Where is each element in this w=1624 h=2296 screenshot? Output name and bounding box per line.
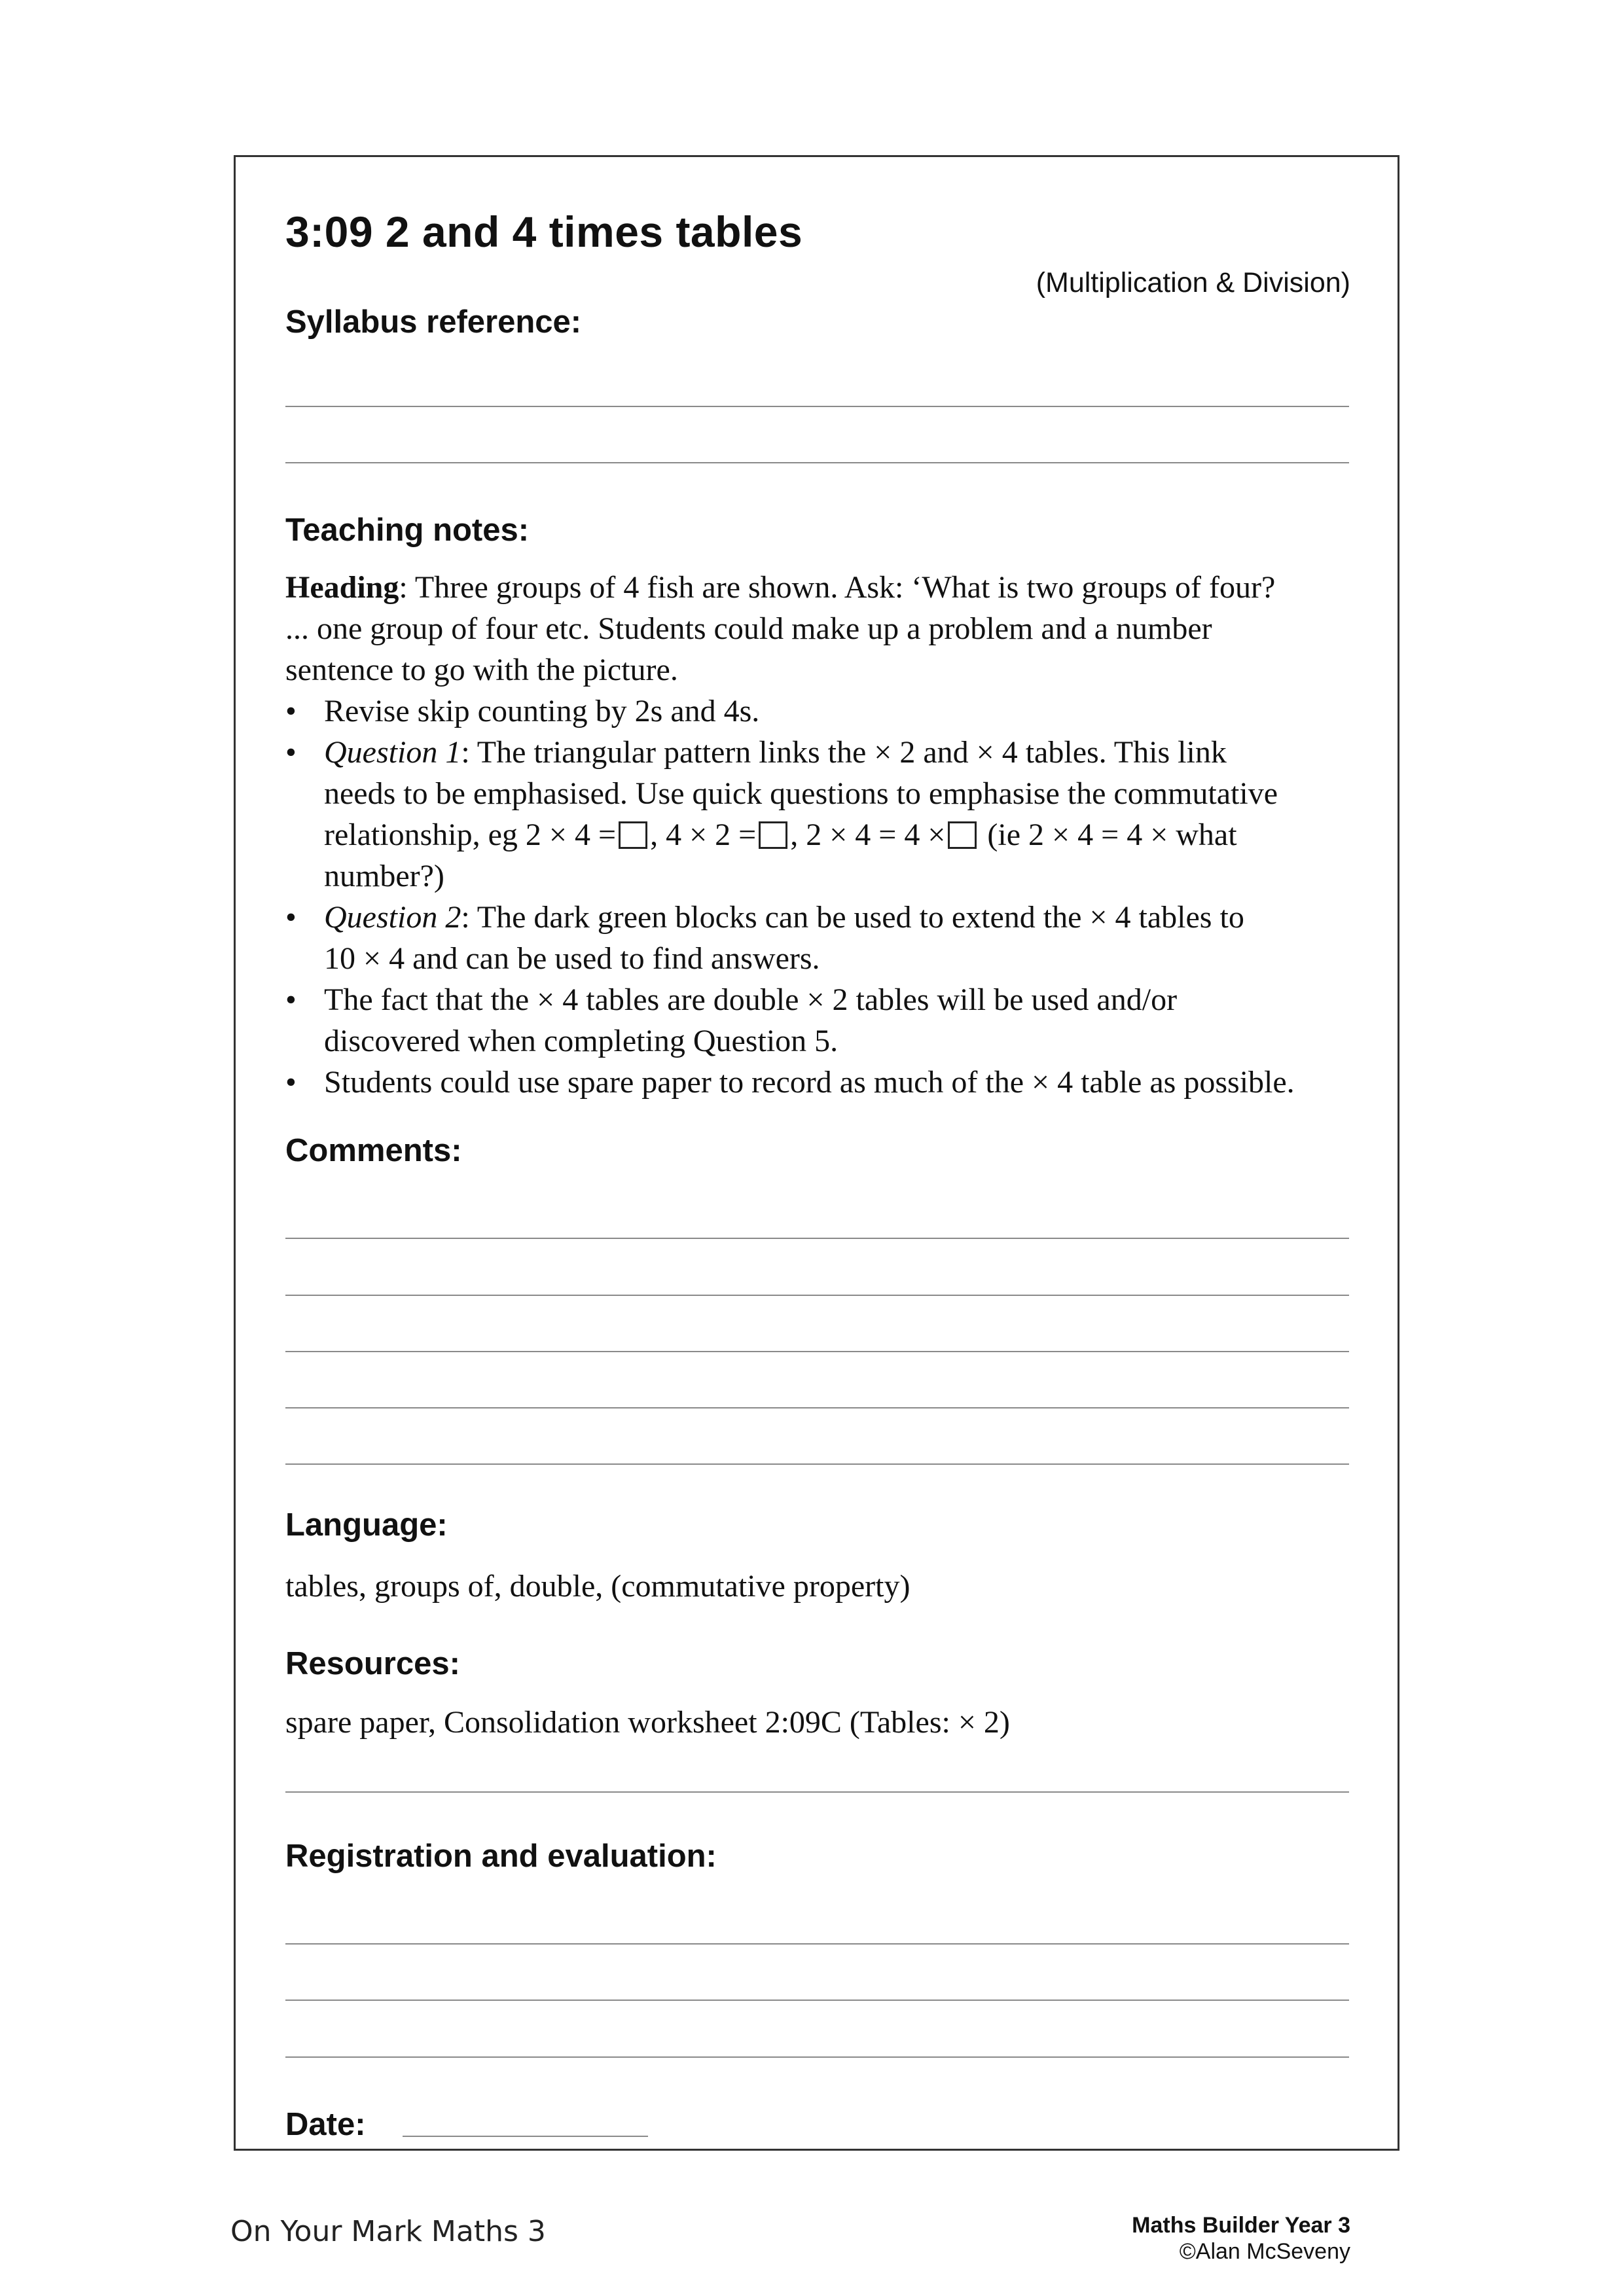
syllabus-line-1	[285, 406, 1349, 407]
syllabus-heading: Syllabus reference:	[285, 304, 582, 340]
comments-line-4	[285, 1407, 1349, 1408]
date-line	[403, 2136, 648, 2137]
syllabus-line-2	[285, 462, 1349, 463]
comments-line-2	[285, 1295, 1349, 1296]
bullet-question-2: • Question 2: The dark green blocks can be used to extend the × 4 tables to 10 × 4 and can be used to find answers.	[285, 897, 1359, 979]
answer-box	[619, 821, 647, 849]
comments-line-5	[285, 1463, 1349, 1465]
heading-note-label: Heading	[285, 570, 399, 605]
heading-note-line3: sentence to go with the picture.	[285, 653, 678, 687]
question-1-label: Question 1	[324, 735, 461, 770]
language-text: tables, groups of, double, (commutative property)	[285, 1569, 911, 1604]
language-heading: Language:	[285, 1507, 448, 1543]
resources-text: spare paper, Consolidation worksheet 2:09C (Tables: × 2)	[285, 1705, 1010, 1740]
comments-heading: Comments:	[285, 1133, 462, 1168]
answer-box	[948, 821, 977, 849]
footer-copyright: ©Alan McSeveny	[1179, 2239, 1350, 2264]
bullet-skip-counting: • Revise skip counting by 2s and 4s.	[285, 691, 1359, 732]
bullet-double-tables: • The fact that the × 4 tables are double × 2 tables will be used and/or discovered when completing Question 5.	[285, 979, 1359, 1062]
bullet-question-1: • Question 1: The triangular pattern links the × 2 and × 4 tables. This link needs to be emphasised. Use quick questions to emphasise the commutative relationship, eg 2 × 4 = , 4 × 2 = , 2 × 4 = 4 × (ie 2 × 4 = 4 × what number?)	[285, 732, 1359, 897]
registration-line-1	[285, 1943, 1349, 1945]
registration-heading: Registration and evaluation:	[285, 1839, 717, 1874]
heading-note	[285, 567, 1359, 691]
comments-line-1	[285, 1238, 1349, 1239]
teaching-notes-body	[285, 567, 1359, 1103]
registration-line-2	[285, 2000, 1349, 2001]
date-label: Date:	[285, 2107, 366, 2142]
resources-line	[285, 1791, 1349, 1793]
registration-line-3	[285, 2056, 1349, 2058]
question-2-label: Question 2	[324, 900, 461, 935]
bullet-spare-paper: • Students could use spare paper to record as much of the × 4 table as possible.	[285, 1062, 1359, 1103]
teaching-notes-heading: Teaching notes:	[285, 512, 530, 548]
footer-publication	[1132, 2212, 1350, 2265]
footer-series-title: On Your Mark Maths 3	[230, 2215, 546, 2248]
answer-box	[759, 821, 787, 849]
teaching-bullets	[285, 691, 1359, 1103]
heading-note-line1: : Three groups of 4 fish are shown. Ask: ‘What is two groups of four?	[399, 570, 1276, 605]
footer-book-title: Maths Builder Year 3	[1132, 2213, 1350, 2238]
page-title: 3:09 2 and 4 times tables	[285, 207, 803, 256]
comments-line-3	[285, 1351, 1349, 1352]
resources-heading: Resources:	[285, 1646, 460, 1681]
strand-label: (Multiplication & Division)	[1036, 267, 1350, 298]
heading-note-line2: ... one group of four etc. Students could make up a problem and a number	[285, 611, 1212, 646]
